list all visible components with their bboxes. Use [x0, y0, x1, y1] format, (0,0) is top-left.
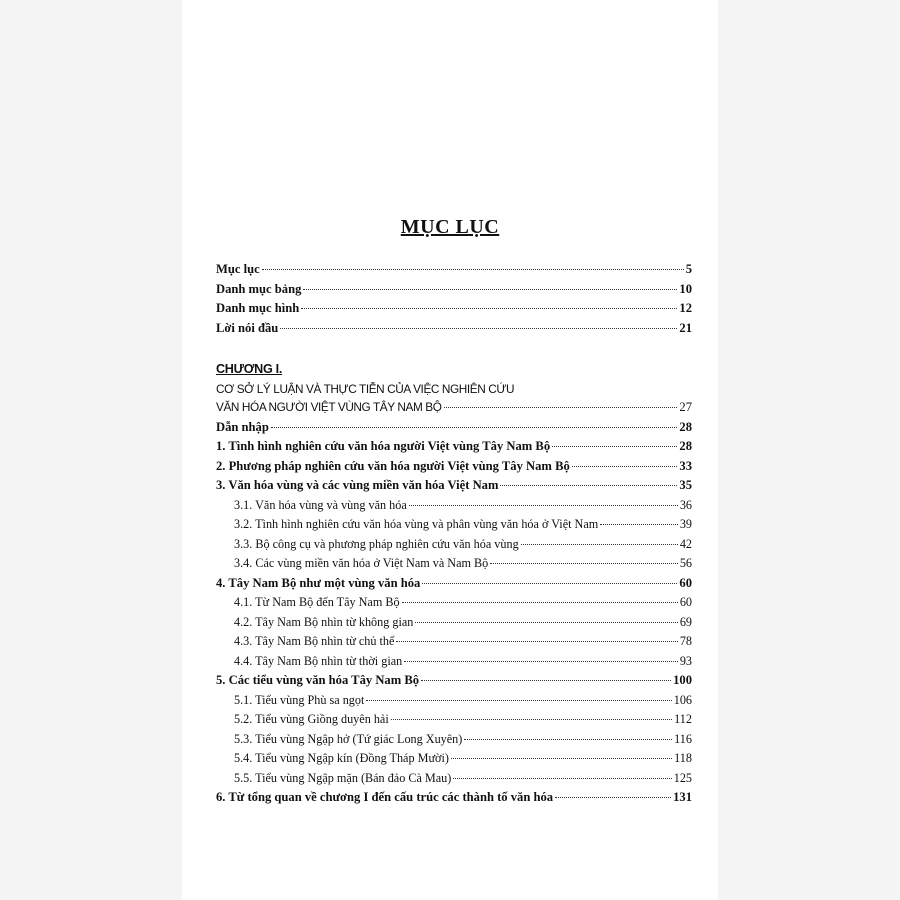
front-matter-list: [216, 262, 692, 340]
dot-leader: [280, 328, 677, 329]
page-number: 106: [673, 692, 692, 707]
dot-leader: [464, 739, 672, 740]
toc-entry[interactable]: [216, 712, 692, 732]
page-title: MỤC LỤC: [400, 216, 500, 238]
dot-leader: [404, 661, 678, 662]
toc-entry-label: 4. Tây Nam Bộ như một vùng văn hóa: [216, 575, 421, 590]
toc-entry-label: Lời nói đầu: [216, 320, 279, 335]
toc-entry-label: 5. Các tiểu vùng văn hóa Tây Nam Bộ: [216, 673, 420, 687]
toc-entry-label: 3.1. Văn hóa vùng và vùng văn hóa: [234, 497, 407, 512]
dot-leader: [415, 622, 677, 623]
dot-leader: [572, 466, 678, 467]
chapter-entries-list: [216, 420, 692, 810]
toc-entry[interactable]: [216, 615, 692, 635]
toc-entry[interactable]: [216, 556, 692, 576]
toc-entry[interactable]: [216, 634, 692, 654]
page-number: 131: [673, 790, 692, 804]
page-number: 35: [679, 478, 692, 492]
page-number: 28: [679, 439, 692, 453]
toc-entry[interactable]: [216, 751, 692, 771]
dot-leader: [521, 544, 678, 545]
dot-leader: [490, 563, 678, 564]
toc-entry[interactable]: [216, 301, 692, 321]
toc-entry-label: 2. Phương pháp nghiên cứu văn hóa người Việt vùng Tây Nam Bộ: [216, 458, 570, 473]
toc-entry-label: Danh mục hình: [216, 301, 300, 315]
page-number: 5: [685, 262, 692, 276]
page-number: 21: [679, 320, 692, 335]
page-number: 10: [679, 281, 692, 296]
dot-leader: [262, 269, 684, 270]
dot-leader: [409, 505, 678, 506]
page-number: 100: [673, 673, 692, 687]
toc-entry-label: 3.4. Các vùng miền văn hóa ở Việt Nam và Nam Bộ: [234, 556, 489, 570]
toc-entry-label: 5.1. Tiểu vùng Phù sa ngọt: [234, 692, 365, 707]
page-number: 33: [679, 458, 692, 473]
toc-entry[interactable]: [216, 478, 692, 498]
chapter-heading-line2: VĂN HÓA NGƯỜI VIỆT VÙNG TÂY NAM BỘ: [216, 400, 442, 414]
page-number: 93: [679, 653, 692, 668]
toc-entry-label: 5.4. Tiểu vùng Ngập kín (Đồng Tháp Mười): [234, 751, 449, 765]
page-number: 78: [679, 634, 692, 648]
toc-entry[interactable]: [216, 771, 692, 791]
toc-entry-label: Dẫn nhập: [216, 419, 269, 434]
dot-leader: [600, 524, 678, 525]
toc-entry[interactable]: [216, 262, 692, 282]
toc-entry-label: 3.2. Tình hình nghiên cứu văn hóa vùng và phân vùng văn hóa ở Việt Nam: [234, 517, 599, 531]
toc-entry-label: 1. Tình hình nghiên cứu văn hóa người Việt vùng Tây Nam Bộ: [216, 439, 551, 453]
page-number: 56: [679, 556, 692, 570]
chapter-label: CHƯƠNG I.: [216, 362, 283, 376]
toc-entry-label: 5.5. Tiểu vùng Ngập mặn (Bán đảo Cà Mau): [234, 770, 452, 785]
page-number: 125: [673, 770, 692, 785]
page-number: 116: [674, 731, 692, 746]
dot-leader: [444, 407, 678, 408]
dot-leader: [402, 602, 678, 603]
toc-entry-label: 4.4. Tây Nam Bộ nhìn từ thời gian: [234, 653, 403, 668]
dot-leader: [453, 778, 671, 779]
dot-leader: [396, 641, 677, 642]
chapter-heading-line1: CƠ SỞ LÝ LUẬN VÀ THỰC TIỄN CỦA VIỆC NGHIÊN CỨU: [216, 382, 515, 396]
dot-leader: [391, 719, 672, 720]
toc-entry-label: Mục lục: [216, 262, 260, 276]
chapter-heading-row[interactable]: [216, 400, 692, 420]
toc-entry-label: Danh mục bảng: [216, 281, 302, 296]
toc-entry[interactable]: [216, 282, 692, 302]
page-number: 36: [679, 497, 692, 512]
dot-leader: [500, 485, 677, 486]
dot-leader: [271, 427, 678, 428]
toc-entry[interactable]: [216, 693, 692, 713]
toc-entry-label: 4.1. Từ Nam Bộ đến Tây Nam Bộ: [234, 595, 400, 609]
page-number: 39: [679, 517, 692, 531]
page-number: 28: [679, 419, 692, 434]
page-number: 69: [679, 614, 692, 629]
page-number: 60: [679, 575, 692, 590]
toc-entry[interactable]: [216, 321, 692, 341]
toc-entry[interactable]: [216, 517, 692, 537]
toc-entry[interactable]: [216, 420, 692, 440]
toc-entry[interactable]: [216, 576, 692, 596]
dot-leader: [451, 758, 672, 759]
toc-entry-label: 5.3. Tiểu vùng Ngập hở (Tứ giác Long Xuyên): [234, 731, 463, 746]
page-number: 42: [679, 536, 692, 551]
page-number: 112: [674, 712, 692, 726]
toc-entry[interactable]: [216, 654, 692, 674]
dot-leader: [303, 289, 677, 290]
toc-entry[interactable]: [216, 537, 692, 557]
toc-entry[interactable]: [216, 673, 692, 693]
book-page: [182, 0, 718, 900]
toc-entry[interactable]: [216, 498, 692, 518]
toc-entry-label: 5.2. Tiểu vùng Giồng duyên hải: [234, 712, 389, 726]
page-number: 27: [679, 400, 692, 414]
toc-entry-label: 3. Văn hóa vùng và các vùng miền văn hóa Việt Nam: [216, 478, 499, 492]
table-of-contents: [216, 262, 692, 810]
dot-leader: [422, 583, 677, 584]
toc-entry[interactable]: [216, 595, 692, 615]
toc-entry[interactable]: [216, 459, 692, 479]
toc-entry[interactable]: [216, 439, 692, 459]
toc-entry-label: 6. Từ tổng quan về chương I đến cấu trúc các thành tố văn hóa: [216, 790, 554, 804]
toc-entry[interactable]: [216, 732, 692, 752]
toc-entry-label: 3.3. Bộ công cụ và phương pháp nghiên cứu văn hóa vùng: [234, 536, 519, 551]
page-number: 118: [674, 751, 692, 765]
dot-leader: [366, 700, 671, 701]
toc-entry-label: 4.3. Tây Nam Bộ nhìn từ chủ thể: [234, 634, 395, 648]
dot-leader: [421, 680, 671, 681]
page-number: 12: [679, 301, 692, 315]
dot-leader: [301, 308, 677, 309]
dot-leader: [552, 446, 677, 447]
toc-entry[interactable]: [216, 790, 692, 810]
dot-leader: [555, 797, 671, 798]
toc-entry-label: 4.2. Tây Nam Bộ nhìn từ không gian: [234, 614, 414, 629]
page-number: 60: [679, 595, 692, 609]
